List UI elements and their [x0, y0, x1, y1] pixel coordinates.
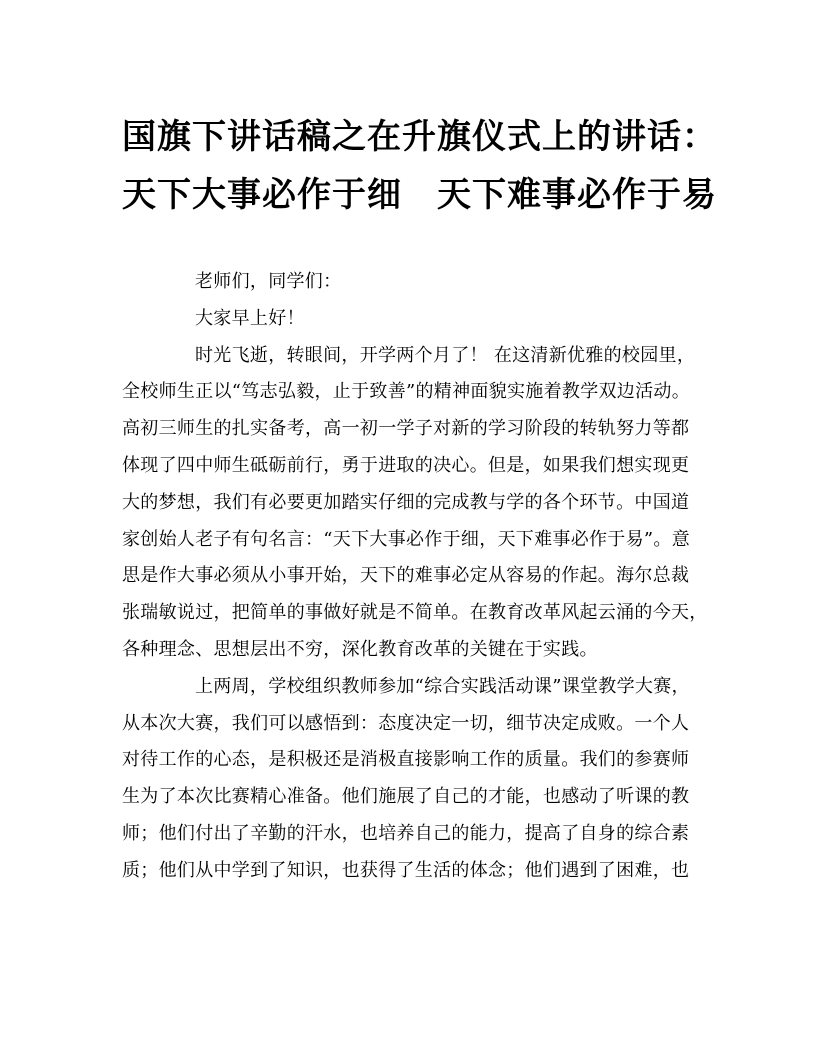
paragraph-line: 时光飞逝，转眼间，开学两个月了！ 在这清新优雅的校园里， — [195, 344, 696, 366]
document-body — [122, 264, 708, 890]
title-line-1: 国旗下讲话稿之在升旗仪式上的讲话： — [122, 117, 717, 157]
paragraph-line: 师；他们付出了辛勤的汗水，也培养自己的能力，提高了自身的综合素 — [122, 822, 690, 844]
paragraph-line: 上两周，学校组织教师参加“综合实践活动课”课堂教学大赛， — [195, 675, 690, 697]
paragraph-line: 思是作大事必须从小事开始，天下的难事必定从容易的作起。海尔总裁 — [122, 565, 690, 587]
paragraph-line: 高初三师生的扎实备考，高一初一学子对新的学习阶段的转轨努力等都 — [122, 418, 690, 440]
title-line-2: 天下大事必作于细 天下难事必作于易 — [122, 175, 717, 215]
greeting-paragraph — [122, 264, 702, 301]
paragraph-line: 大的梦想，我们有必要更加踏实仔细的完成教与学的各个环节。中国道 — [122, 491, 690, 513]
salutation-paragraph — [122, 301, 702, 338]
paragraph-line: 生为了本次比赛精心准备。他们施展了自己的才能，也感动了听课的教 — [122, 786, 690, 808]
body-paragraph-1 — [122, 338, 708, 669]
paragraph-line: 家创始人老子有句名言：“天下大事必作于细，天下难事必作于易”。意 — [122, 528, 691, 550]
paragraph-line: 质；他们从中学到了知识，也获得了生活的体念；他们遇到了困难，也 — [122, 859, 690, 881]
paragraph-line: 各种理念、思想层出不穷，深化教育改革的关键在于实践。 — [122, 638, 598, 660]
paragraph-line: 全校师生正以“笃志弘毅，止于致善”的精神面貌实施着教学双边活动。 — [122, 381, 691, 403]
paragraph-line: 老师们，同学们： — [195, 271, 342, 292]
paragraph-line: 从本次大赛，我们可以感悟到：态度决定一切，细节决定成败。一个人 — [122, 712, 690, 734]
body-paragraph-2 — [122, 669, 702, 890]
paragraph-line: 大家早上好！ — [195, 307, 305, 329]
paragraph-line: 体现了四中师生砥砺前行，勇于进取的决心。但是，如果我们想实现更 — [122, 454, 690, 476]
paragraph-line: 张瑞敏说过，把简单的事做好就是不简单。在教育改革风起云涌的今天， — [122, 602, 708, 624]
paragraph-line: 对待工作的心态，是积极还是消极直接影响工作的质量。我们的参赛师 — [122, 749, 690, 771]
document-title — [122, 108, 722, 224]
